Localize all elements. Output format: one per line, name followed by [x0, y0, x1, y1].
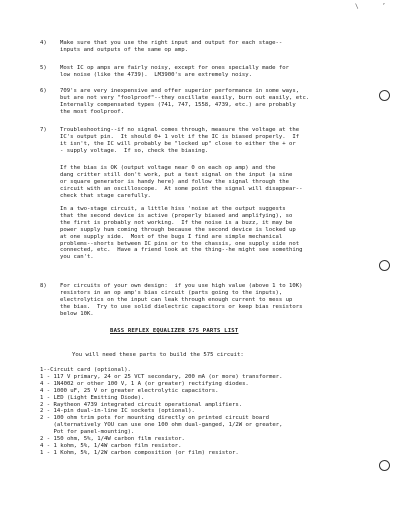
parts-list-item: 2 - 150 ohm, 5%, 1/4W carbon film resistor. — [40, 436, 185, 443]
binder-hole — [379, 260, 390, 271]
parts-list-item: 1 - 117 V primary, 24 or 25 VCT secondary, 200 mA (or more) transformer. — [40, 373, 283, 380]
item-text: Troubleshooting--if no signal comes through, measure the voltage at the IC's output pin. It should 0+ 1 volt if the IC is biased properly. If it isn't, the IC will probably be "locked up" close to either the + or - supply voltage. If so, check the biasing. — [60, 127, 300, 154]
binder-hole — [379, 460, 390, 471]
corner-mark: ’ — [382, 3, 386, 10]
item-number: 7) — [40, 127, 47, 133]
corner-mark: \ — [355, 3, 359, 10]
item-number: 6) — [40, 88, 47, 94]
item-number: 4) — [40, 40, 47, 46]
item-text: 709's are very inexpensive and offer superior performance in some ways, but are not very "foolproof"--they oscillate easily, burn out easily, etc. Internally compensated types (741, 747, 1558, 4739, etc.) are probably the most foolproof. — [60, 88, 310, 115]
parts-list — [40, 367, 370, 457]
parts-list-title: BASS REFLEX EQUALIZER 575 PARTS LIST — [110, 328, 239, 334]
parts-list-item: 2 - 14-pin dual-in-line IC sockets (optional). — [40, 408, 195, 415]
item-number: 8) — [40, 283, 47, 289]
parts-list-item: 4 - 1 kohm, 5%, 1/4W carbon film resistor. — [40, 442, 182, 449]
item-text: For circuits of your own design: if you use high value (above 1 to 10K) resistors in an op amp's bias circuit (parts going to the inputs), electrolytics on the input can leak through enough current to mess up the bias. Try to use solid dielectric capacitors or keep bias resistors below 10K. — [60, 283, 303, 317]
paragraph: If the bias is OK (output voltage near 0 on each op amp) and the dang critter still don't work, put a test signal on the input (a sine or square generator is handy here) and follow the signal through the circuit with an oscilloscope. At some point the signal will disappear-- check that stage carefully. — [60, 165, 303, 199]
paragraph: In a two-stage circuit, a little hiss 'noise at the output suggests that the second device is active (properly biased and amplifying), so the first is probably not working. If the noise is a buzz, it may be power supply hum coming through because the second device is locked up at one supply side. Most of the bugs I find are simple mechanical problems--shorts between IC pins or to the chassis, one supply side not connected, etc. Have a friend look at the thing--he might see something you can't. — [60, 206, 303, 261]
item-number: 5) — [40, 65, 47, 71]
item-text: Make sure that you use the right input and output for each stage-- inputs and outputs of the same op amp. — [60, 40, 283, 53]
parts-list-intro: You will need these parts to build the 575 circuit: — [72, 352, 244, 358]
parts-list-item: 4 - 1000 uF, 25 V or greater electrolytic capacitors. — [40, 387, 219, 394]
parts-list-item: 1--Circuit card (optional). — [40, 367, 131, 373]
parts-list-item: 2 - Raytheon 4739 integrated circuit operational amplifiers. — [40, 401, 243, 408]
parts-list-item: 2 - 100 ohm trim pots for mounting directly on printed circuit board (alternatively YOU can use one 100 ohm dual-ganged, 1/2W or greater, Pot for panel-mounting). — [40, 415, 283, 436]
item-text: Most IC op amps are fairly noisy, except for ones specially made for low noise (like the 4739). LM3900's are extremely noisy. — [60, 65, 290, 78]
parts-list-item: 4 - 1N4002 or other 100 V, 1 A (or greater) rectifying diodes. — [40, 380, 249, 387]
parts-list-item: 1 - LED (Light Emitting Diode). — [40, 394, 145, 401]
parts-list-item: 1 - 1 Kohm, 5%, 1/2W carbon composition (or film) resistor. — [40, 449, 239, 456]
binder-hole — [379, 90, 390, 101]
